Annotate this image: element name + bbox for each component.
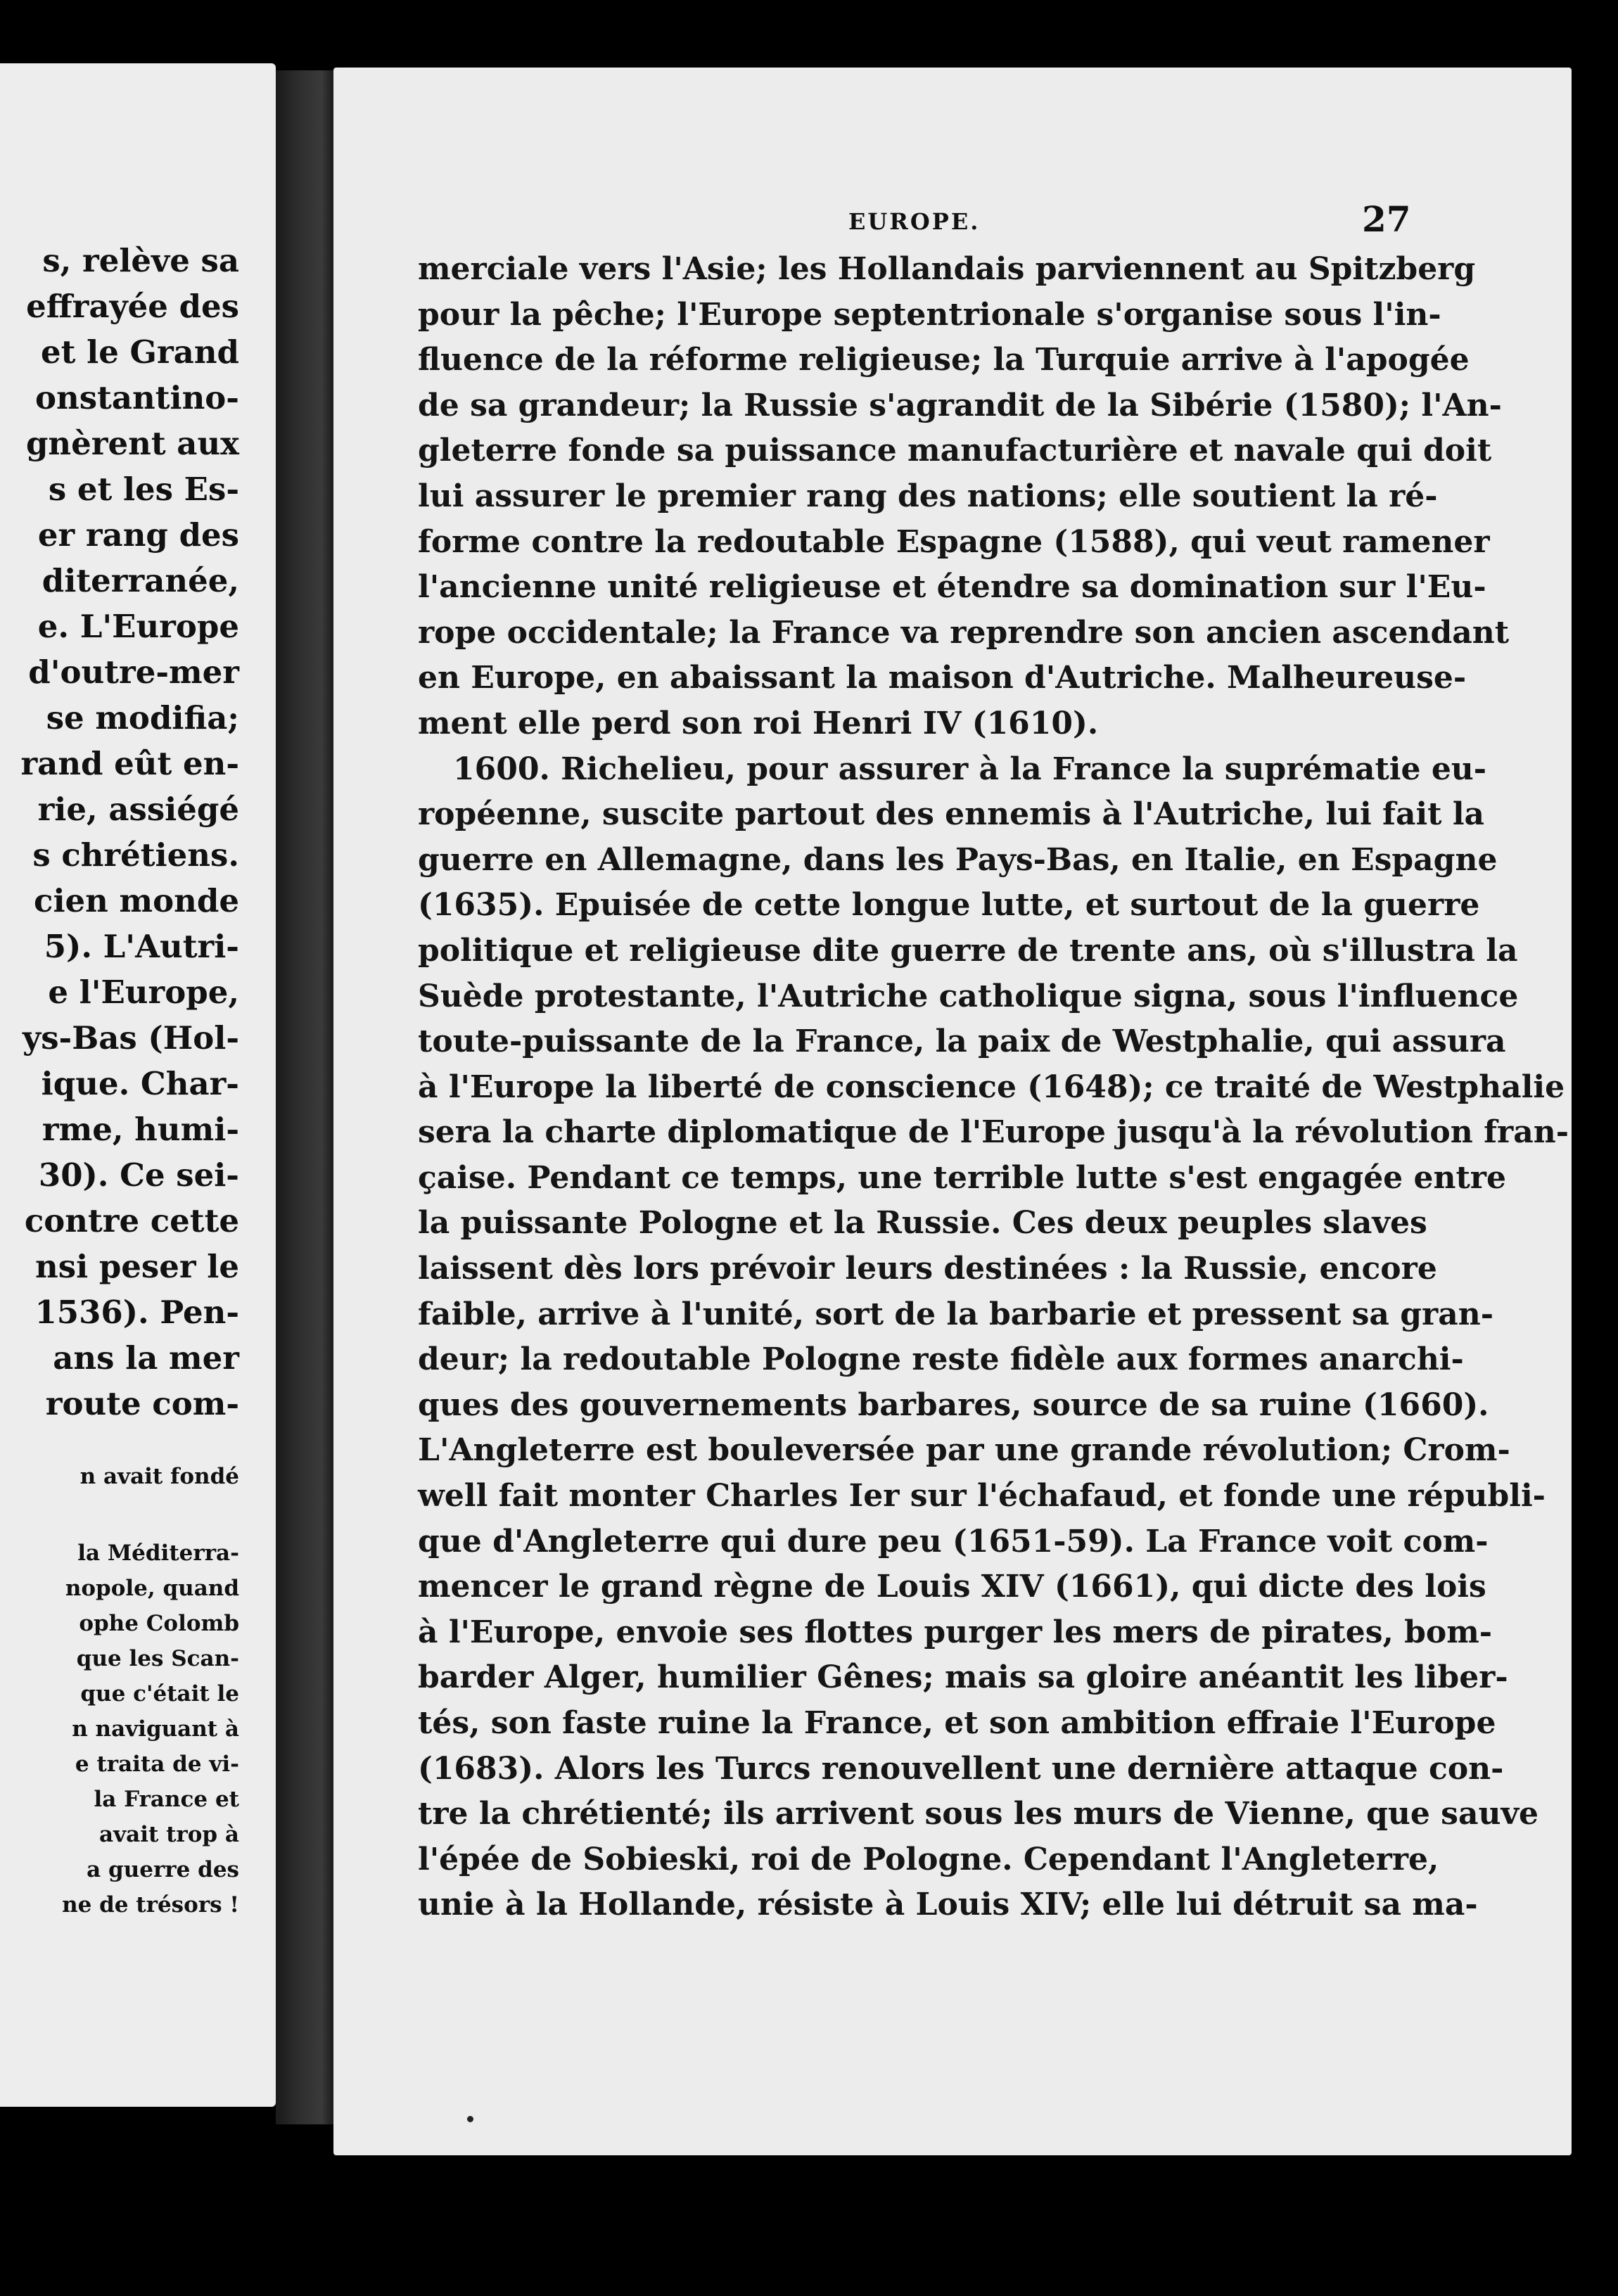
facing-page-note: a guerre des [87, 1857, 239, 1882]
text-line: guerre en Allemagne, dans les Pays-Bas, en Italie, en Espagne [418, 841, 1498, 878]
book-gutter [276, 70, 333, 2124]
facing-page-line: ans la mer [53, 1339, 239, 1377]
text-line: en Europe, en abaissant la maison d'Autriche. Malheureuse- [418, 660, 1467, 696]
text-line: forme contre la redoutable Espagne (1588), qui veut ramener [418, 523, 1490, 560]
facing-page-line: e. L'Europe [37, 608, 239, 645]
text-line: ques des gouvernements barbares, source de sa ruine (1660). [418, 1386, 1489, 1423]
text-line: deur; la redoutable Pologne reste fidèle aux formes anarchi- [418, 1341, 1464, 1378]
text-line: gleterre fonde sa puissance manufacturière et navale qui doit [418, 433, 1492, 469]
facing-page-line: 30). Ce sei- [38, 1156, 239, 1194]
facing-page-line: diterranée, [42, 562, 239, 599]
facing-page-note: e traita de vi- [75, 1752, 239, 1777]
facing-page-line: 1536). Pen- [34, 1294, 239, 1331]
text-line: barder Alger, humilier Gênes; mais sa gloire anéantit les liber- [418, 1659, 1508, 1696]
facing-page-note: que les Scan- [76, 1646, 239, 1671]
text-line: 1600. Richelieu, pour assurer à la France la suprématie eu- [453, 751, 1487, 787]
text-line: de sa grandeur; la Russie s'agrandit de la Sibérie (1580); l'An- [418, 387, 1502, 423]
text-line: lui assurer le premier rang des nations; elle soutient la ré- [418, 478, 1438, 514]
text-line: rope occidentale; la France va reprendre son ancien ascendant [418, 614, 1510, 651]
text-line: (1635). Epuisée de cette longue lutte, et surtout de la guerre [418, 887, 1480, 924]
facing-page-line: rme, humi- [42, 1111, 239, 1148]
text-line: tés, son faste ruine la France, et son ambition effraie l'Europe [418, 1705, 1496, 1741]
facing-page-line: e l'Europe, [48, 974, 239, 1011]
text-line: que d'Angleterre qui dure peu (1651-59). La France voit com- [418, 1523, 1489, 1560]
text-line: l'épée de Sobieski, roi de Pologne. Cependant l'Angleterre, [418, 1841, 1439, 1877]
page-number: 27 [1362, 198, 1411, 240]
text-line: toute-puissante de la France, la paix de Westphalie, qui assura [418, 1023, 1506, 1060]
facing-page-line: rand eût en- [20, 745, 239, 782]
text-line: fluence de la réforme religieuse; la Turquie arrive à l'apogée [418, 342, 1470, 378]
text-line: unie à la Hollande, résiste à Louis XIV; elle lui détruit sa ma- [418, 1887, 1478, 1923]
text-line: sera la charte diplomatique de l'Europe jusqu'à la révolution fran- [418, 1114, 1569, 1151]
facing-page-note: n naviguant à [72, 1716, 239, 1742]
facing-page-line: rie, assiégé [37, 791, 239, 828]
facing-page-line: s et les Es- [48, 471, 239, 508]
facing-page-line: gnèrent aux [25, 425, 239, 462]
page-body [418, 247, 1569, 1928]
text-line: ment elle perd son roi Henri IV (1610). [418, 705, 1099, 741]
text-line: à l'Europe, envoie ses flottes purger les mers de pirates, bom- [418, 1614, 1493, 1650]
facing-page-note: la Méditerra- [77, 1541, 239, 1566]
facing-page-note: nopole, quand [65, 1576, 239, 1601]
text-line: politique et religieuse dite guerre de trente ans, où s'illustra la [418, 932, 1518, 969]
text-line: pour la pêche; l'Europe septentrionale s'organise sous l'in- [418, 296, 1441, 333]
text-line: à l'Europe la liberté de conscience (1648); ce traité de Westphalie [418, 1069, 1565, 1105]
text-line: faible, arrive à l'unité, sort de la barbarie et pressent sa gran- [418, 1296, 1493, 1332]
text-line: l'ancienne unité religieuse et étendre sa domination sur l'Eu- [418, 569, 1486, 606]
facing-page-line: onstantino- [34, 379, 239, 416]
text-line: (1683). Alors les Turcs renouvellent une dernière attaque con- [418, 1750, 1504, 1787]
facing-page-line: er rang des [37, 516, 239, 554]
facing-page-line: et le Grand [41, 333, 239, 371]
facing-page-line: se modifia; [46, 699, 239, 736]
facing-page-line: contre cette [24, 1202, 239, 1239]
facing-page-note: la France et [94, 1787, 239, 1812]
facing-page-line: effrayée des [26, 288, 239, 325]
text-line: merciale vers l'Asie; les Hollandais parviennent au Spitzberg [418, 251, 1476, 287]
facing-page-line: cien monde [34, 882, 239, 919]
facing-page-line: d'outre-mer [28, 653, 239, 691]
facing-page-line: 5). L'Autri- [44, 928, 239, 965]
facing-page-note: avait trop à [99, 1822, 239, 1847]
text-line: laissent dès lors prévoir leurs destinées : la Russie, encore [418, 1251, 1437, 1287]
facing-page-note: ne de trésors ! [62, 1892, 239, 1918]
text-line: mencer le grand règne de Louis XIV (1661), qui dicte des lois [418, 1569, 1486, 1605]
facing-page-note: que c'était le [80, 1681, 239, 1707]
text-line: tre la chrétienté; ils arrivent sous les murs de Vienne, que sauve [418, 1796, 1539, 1832]
facing-page-note: n avait fondé [79, 1464, 239, 1489]
text-line: well fait monter Charles Ier sur l'échafaud, et fonde une républi- [418, 1478, 1546, 1514]
page-header [333, 194, 1572, 243]
facing-page-line: s chrétiens. [32, 836, 239, 874]
ink-speck [467, 2116, 473, 2122]
book-page [333, 68, 1572, 2155]
running-head: EUROPE. [848, 208, 981, 235]
text-line: ropéenne, suscite partout des ennemis à l'Autriche, lui fait la [418, 796, 1485, 833]
text-line: L'Angleterre est bouleversée par une grande révolution; Crom- [418, 1432, 1510, 1469]
text-line: Suède protestante, l'Autriche catholique signa, sous l'influence [418, 978, 1519, 1014]
facing-page-line: ys-Bas (Hol- [23, 1019, 239, 1057]
facing-page-line: ique. Char- [41, 1065, 239, 1102]
facing-page-line: s, relève sa [42, 242, 239, 279]
facing-page-note: ophe Colomb [79, 1611, 239, 1636]
facing-page-fragment [0, 63, 276, 2107]
facing-page-line: nsi peser le [35, 1248, 239, 1285]
text-line: la puissante Pologne et la Russie. Ces deux peuples slaves [418, 1205, 1427, 1242]
facing-page-line: route com- [45, 1385, 239, 1422]
text-line: çaise. Pendant ce temps, une terrible lutte s'est engagée entre [418, 1159, 1506, 1196]
